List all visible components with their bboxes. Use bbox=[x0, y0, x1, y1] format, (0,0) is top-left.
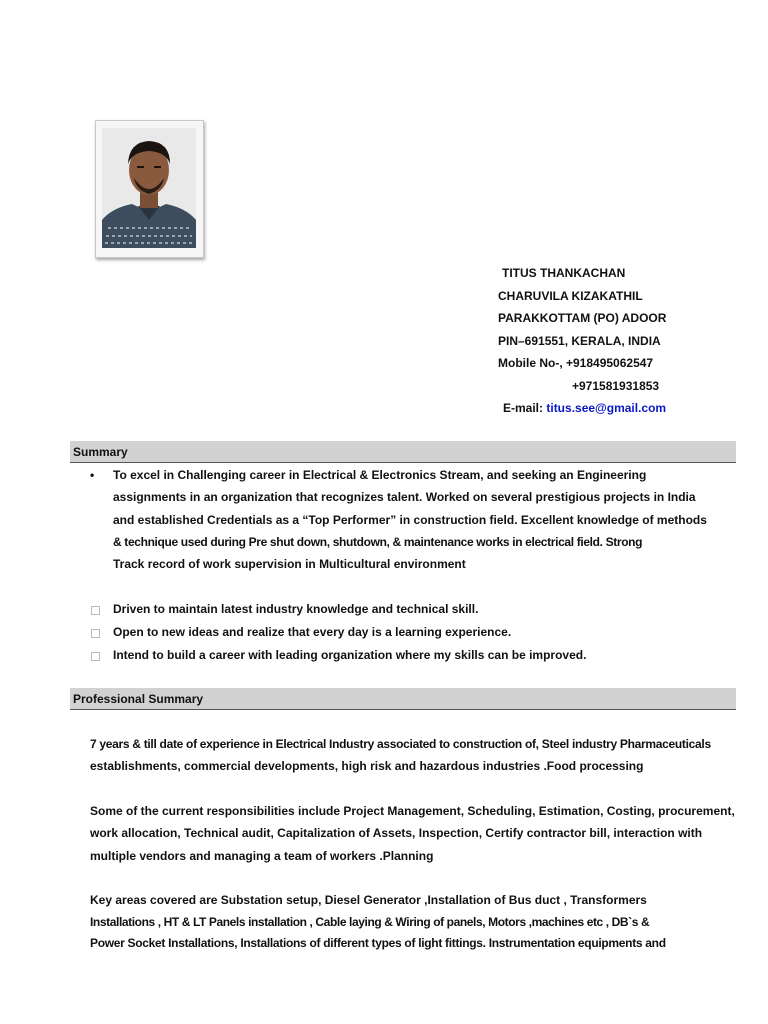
professional-text-line: Some of the current responsibilities include Project Management, Scheduling, Estimation, Costing, procurement, bbox=[90, 804, 735, 818]
professional-text-line: Key areas covered are Substation setup, Diesel Generator ,Installation of Bus duct , Transformers bbox=[90, 893, 647, 907]
person-photo-icon bbox=[102, 128, 196, 248]
professional-text-line: establishments, commercial developments, high risk and hazardous industries .Food processing bbox=[90, 759, 644, 773]
profile-photo bbox=[95, 120, 204, 258]
email-link[interactable]: titus.see@gmail.com bbox=[546, 401, 667, 415]
summary-point: Open to new ideas and realize that every day is a learning experience. bbox=[113, 625, 512, 639]
professional-text-line: 7 years & till date of experience in Electrical Industry associated to construction of, Steel industry Pharmaceuticals bbox=[90, 737, 711, 751]
summary-point: Intend to build a career with leading organization where my skills can be improved. bbox=[113, 648, 587, 662]
mobile-line-2: +971581931853 bbox=[572, 378, 660, 393]
professional-text-line: multiple vendors and managing a team of workers .Planning bbox=[90, 849, 434, 863]
professional-summary-heading: Professional Summary bbox=[70, 688, 736, 710]
summary-text-line: assignments in an organization that recognizes talent. Worked on several prestigious projects in India bbox=[113, 490, 696, 504]
checkbox-bullet-icon bbox=[91, 629, 100, 638]
summary-point: Driven to maintain latest industry knowledge and technical skill. bbox=[113, 602, 479, 616]
address-line-3: PIN–691551, KERALA, INDIA bbox=[498, 333, 661, 348]
email-line bbox=[498, 399, 758, 422]
address-line-1: CHARUVILA KIZAKATHIL bbox=[498, 288, 643, 303]
checkbox-bullet-icon bbox=[91, 652, 100, 661]
professional-text-line: Installations , HT & LT Panels installation , Cable laying & Wiring of panels, Motors ,machines etc , DB`s & bbox=[90, 915, 650, 929]
candidate-name: TITUS THANKACHAN bbox=[502, 266, 626, 280]
summary-text-line: and established Credentials as a “Top Performer” in construction field. Excellent knowledge of methods bbox=[113, 513, 707, 527]
checkbox-bullet-icon bbox=[91, 606, 100, 615]
summary-text-line: & technique used during Pre shut down, shutdown, & maintenance works in electrical field. Strong bbox=[113, 535, 643, 549]
summary-heading: Summary bbox=[70, 441, 736, 463]
professional-text-line: Power Socket Installations, Installations of different types of light fittings. Instrumentation equipments and bbox=[90, 936, 666, 950]
professional-text-line: work allocation, Technical audit, Capitalization of Assets, Inspection, Certify contractor bill, interaction with bbox=[90, 826, 703, 840]
summary-text-line: Track record of work supervision in Multicultural environment bbox=[113, 557, 466, 571]
address-line-2: PARAKKOTTAM (PO) ADOOR bbox=[498, 311, 667, 325]
mobile-line-1: Mobile No-, +918495062547 bbox=[498, 356, 654, 370]
summary-text-line: To excel in Challenging career in Electrical & Electronics Stream, and seeking an Engineering bbox=[113, 468, 647, 482]
bullet-dot: • bbox=[90, 468, 95, 482]
contact-block bbox=[498, 264, 758, 422]
email-label: E-mail: bbox=[503, 401, 544, 415]
